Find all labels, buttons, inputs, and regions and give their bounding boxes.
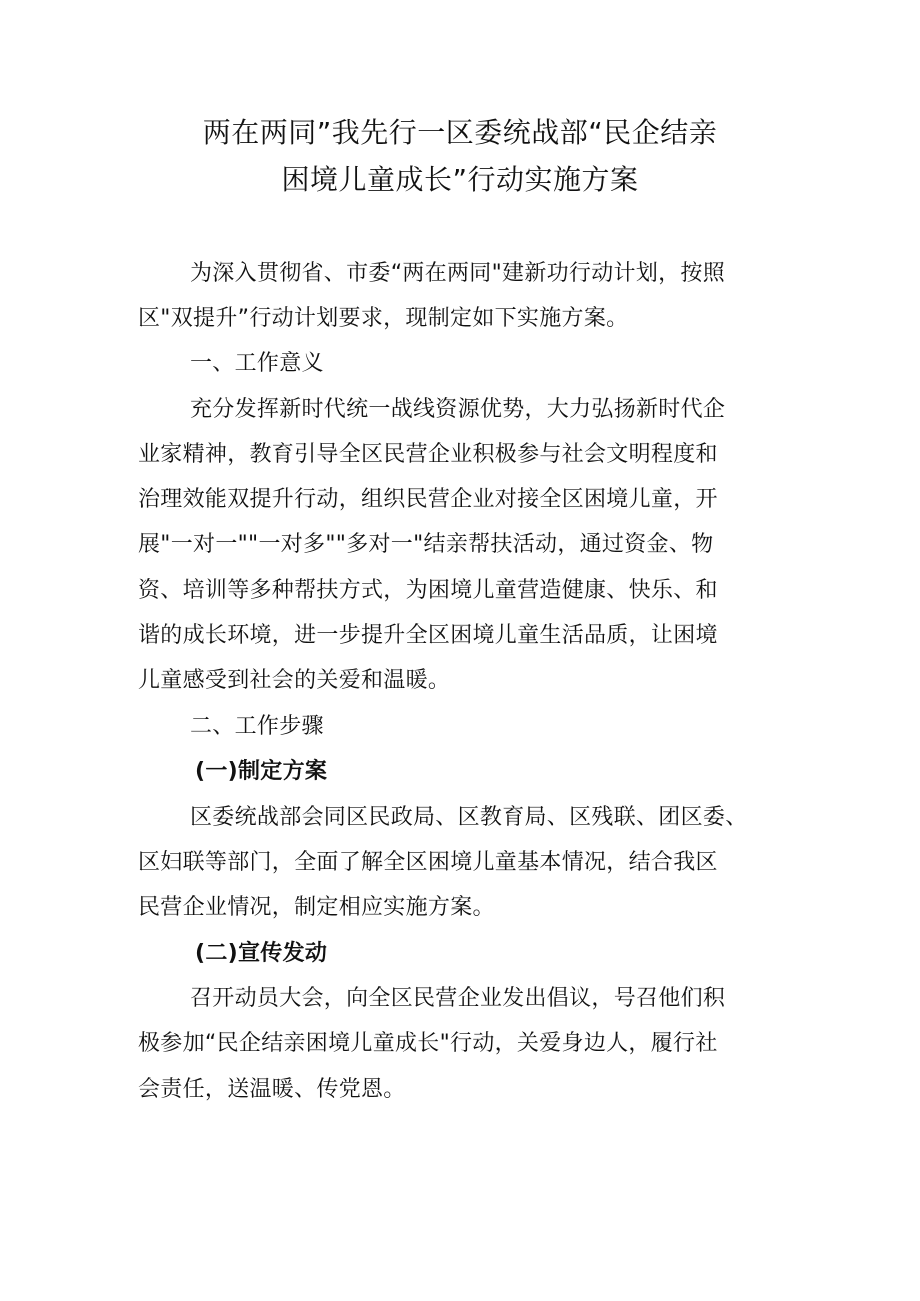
section-1-line-6: 谐的成长环境，进一步提升全区困境儿童生活品质，让困境 (138, 623, 718, 648)
subsection-1-line-2: 区妇联等部门，全面了解全区困境儿童基本情况，结合我区 (138, 850, 718, 875)
section-1-line-5: 资、培训等多种帮扶方式，为困境儿童营造健康、快乐、和 (138, 578, 718, 603)
document-title-line-2: 困境儿童成长”行动实施方案 (281, 163, 639, 196)
section-1-line-1: 充分发挥新时代统一战线资源优势，大力弘扬新时代企 (190, 397, 726, 422)
section-1-line-7: 儿童感受到社会的关爱和温暖。 (138, 668, 451, 693)
subsection-1-heading: (一)制定方案 (195, 759, 328, 784)
section-1-line-3: 治理效能双提升行动，组织民营企业对接全区困境儿童，开 (138, 487, 718, 512)
subsection-2-heading: (二)宣传发动 (195, 941, 328, 966)
section-1-line-2: 业家精神，教育引导全区民营企业积极参与社会文明程度和 (138, 442, 718, 467)
subsection-1-line-1: 区委统战部会同区民政局、区教育局、区残联、团区委、 (190, 805, 748, 830)
intro-line-2: 区"双提升”行动计划要求，现制定如下实施方案。 (138, 306, 629, 331)
section-2-heading: 二、工作步骤 (190, 714, 324, 739)
document-title-line-1: 两在两同”我先行一区委统战部“民企结亲 (202, 116, 718, 149)
intro-line-1: 为深入贯彻省、市委“两在两同"建新功行动计划，按照 (190, 261, 726, 286)
section-1-heading: 一、工作意义 (190, 351, 324, 376)
subsection-2-line-2: 极参加“民企结亲困境儿童成长"行动，关爱身边人，履行社 (138, 1031, 718, 1056)
subsection-2-line-1: 召开动员大会，向全区民营企业发出倡议，号召他们积 (190, 986, 726, 1011)
subsection-1-line-3: 民营企业情况，制定相应实施方案。 (138, 895, 495, 920)
subsection-2-line-3: 会责任，送温暖、传党恩。 (138, 1077, 406, 1102)
section-1-line-4: 展"一对一""一对多""多对一"结亲帮扶活动，通过资金、物 (138, 532, 714, 557)
